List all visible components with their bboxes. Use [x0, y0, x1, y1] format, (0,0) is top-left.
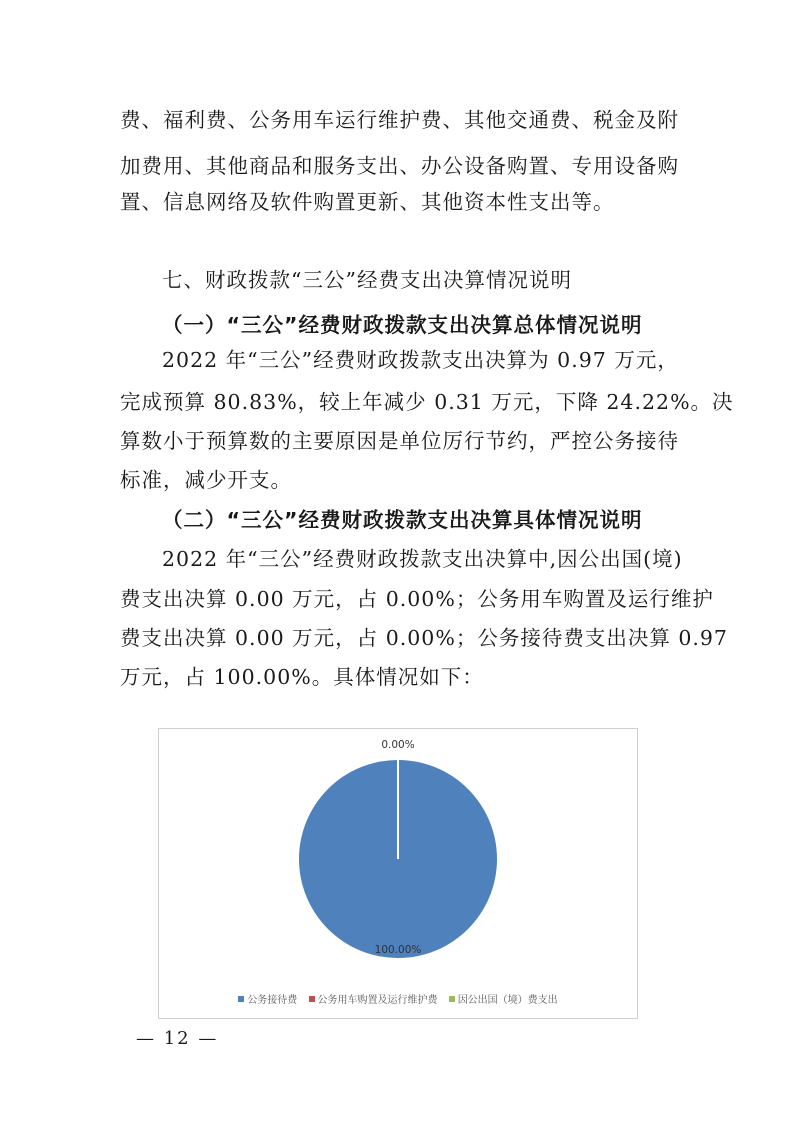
- data-label-hundred: 100.00%: [374, 944, 422, 956]
- body-text-line: 费支出决算 0.00 万元，占 0.00%；公务接待费支出决算 0.97: [120, 626, 728, 650]
- legend-item-3: [449, 991, 558, 1006]
- pie-chart-plot: [159, 729, 637, 989]
- body-text-line: 费支出决算 0.00 万元，占 0.00%；公务用车购置及运行维护: [120, 587, 714, 611]
- legend-label: 公务接待费: [247, 995, 298, 1006]
- legend-label: 因公出国（境）费支出: [457, 995, 558, 1006]
- chart-legend: [159, 991, 637, 1006]
- pie-chart: [158, 728, 638, 1019]
- body-text-line: 万元，占 100.00%。具体情况如下：: [120, 665, 484, 689]
- legend-label: 公务用车购置及运行维护费: [317, 995, 438, 1006]
- legend-item-2: [309, 991, 438, 1006]
- legend-item-1: [238, 991, 297, 1006]
- subsection-heading: （一）“三公”经费财政拨款支出决算总体情况说明: [162, 313, 643, 337]
- body-text-line: 2022 年“三公”经费财政拨款支出决算为 0.97 万元，: [162, 348, 679, 372]
- subsection-heading: （二）“三公”经费财政拨款支出决算具体情况说明: [162, 508, 643, 532]
- legend-swatch: [449, 996, 455, 1002]
- page-number: — 12 —: [136, 1028, 219, 1049]
- body-text-line: 完成预算 80.83%，较上年减少 0.31 万元，下降 24.22%。决: [120, 390, 734, 414]
- body-text-line: 2022 年“三公”经费财政拨款支出决算中,因公出国(境): [162, 547, 683, 571]
- body-text-line: 算数小于预算数的主要原因是单位厉行节约，严控公务接待: [120, 429, 679, 453]
- legend-swatch: [309, 996, 315, 1002]
- body-text-line: 置、信息网络及软件购置更新、其他资本性支出等。: [120, 190, 615, 214]
- body-text-line: 加费用、其他商品和服务支出、办公设备购置、专用设备购: [120, 154, 679, 178]
- legend-swatch: [238, 996, 244, 1002]
- body-text-line: 费、福利费、公务用车运行维护费、其他交通费、税金及附: [120, 108, 679, 132]
- data-label-zero: 0.00%: [381, 739, 415, 751]
- body-text-line: 标准，减少开支。: [120, 468, 292, 492]
- section-heading: 七、财政拨款“三公”经费支出决算情况说明: [162, 268, 572, 292]
